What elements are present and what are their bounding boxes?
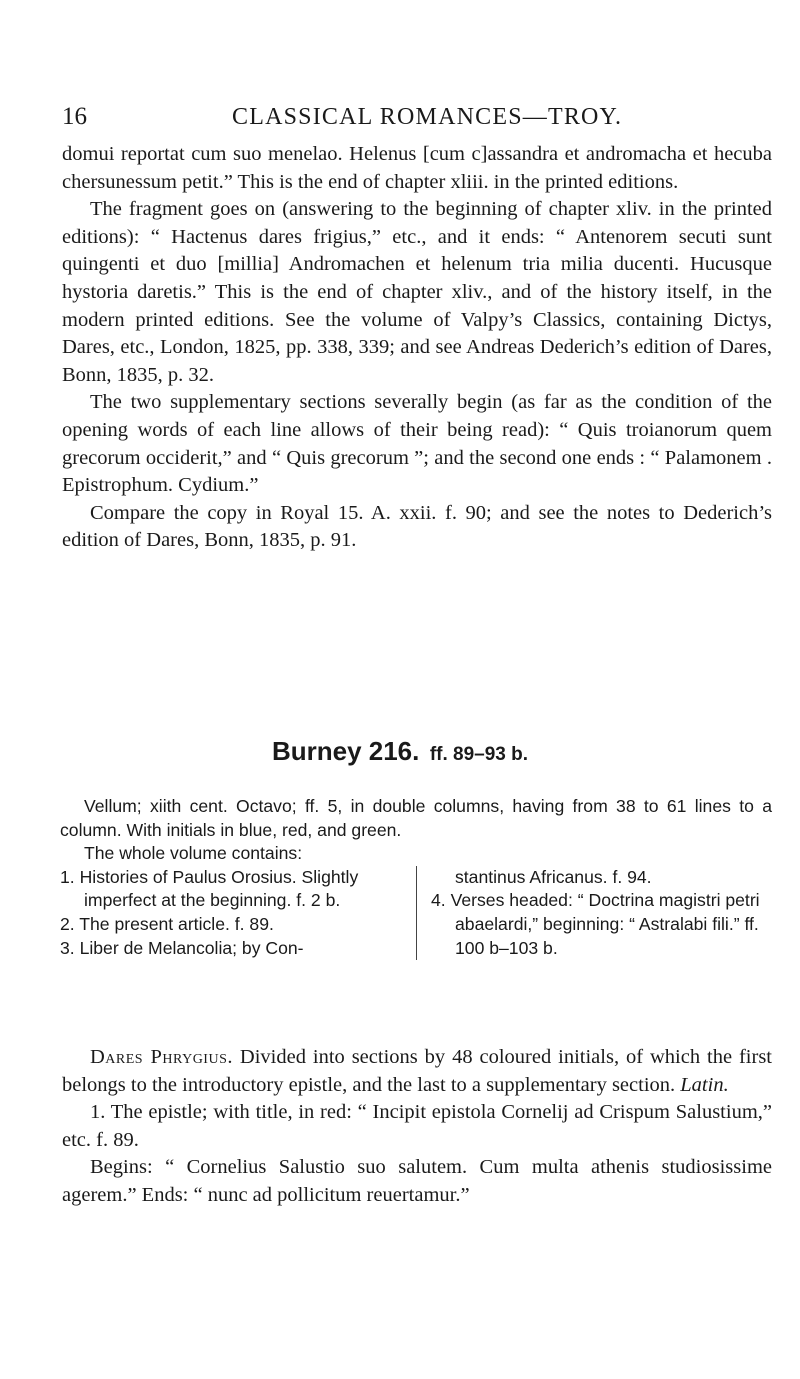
contents-intro: The whole volume contains: <box>84 843 303 864</box>
manuscript-shelfmark: Burney 216. <box>271 736 420 766</box>
language-label: Latin. <box>680 1073 729 1096</box>
article-heading: Dares Phrygius. <box>90 1046 233 1068</box>
contents-item: 1. Histories of Paulus Orosius. Slightly imperfect at the beginning. f. 2 b. <box>60 866 359 911</box>
entry-heading <box>0 736 800 767</box>
contents-item: 2. The present article. f. 89. <box>60 913 274 934</box>
contents-item-continuation: stantinus Africanus. f. 94. <box>455 866 652 887</box>
contents-item: 4. Verses headed: “ Doctrina magistri petri abaelardi,” beginning: “ Astralabi fili.” ff. 100 b–103 b. <box>431 890 760 958</box>
paragraph-continuation: domui reportat cum suo menelao. Helenus [cum c]assandra et andromacha et hecuba chersunessum petit.” This is the end of chapter xliii. in the printed editions. <box>62 143 772 193</box>
folio-range: ff. 89–93 b. <box>429 744 529 765</box>
paragraph-begins-ends: Begins: “ Cornelius Salustio suo salutem. Cum multa athenis studiosissime agerem.” Ends: “ nunc ad pollicitum reuertamur.” <box>62 1156 772 1206</box>
paragraph-fragment: The fragment goes on (answering to the beginning of chapter xliv. in the printed editions): “ Hactenus dares frigius,” etc., and it ends: “ Antenorem secuti sunt quingenti et duo [millia] Andromachen et helenum tria milia ducenti. Hucusque hystoria daretis.” This is the end of chapter xliv., and of the history itself, in the modern printed editions. See the volume of Valpy’s Classics, containing Dictys, Dares, etc., London, 1825, pp. 338, 339; and see Andreas Dederich’s edition of Dares, Bonn, 1835, p. 32. <box>62 198 772 386</box>
paragraph-dares-phrygius: Dares Phrygius. Divided into sections by 48 coloured initials, of which the first belongs to the introductory epistle, and the last to a supplementary section. Latin. <box>62 1046 772 1096</box>
physical-description: Vellum; xiith cent. Octavo; ff. 5, in double columns, having from 38 to 61 lines to a column. With initials in blue, red, and green. <box>60 796 772 840</box>
paragraph-epistle: 1. The epistle; with title, in red: “ Incipit epistola Cornelij ad Crispum Salustium,” etc. f. 89. <box>62 1101 772 1151</box>
page-number: 16 <box>62 103 87 130</box>
top-text-block <box>62 141 772 555</box>
bottom-text-block <box>62 1044 772 1210</box>
contents-item: 3. Liber de Melancolia; by Con- <box>60 937 304 958</box>
contents-columns <box>60 866 772 960</box>
contents-right-column <box>416 866 772 960</box>
paragraph-supplementary-sections: The two supplementary sections severally begin (as far as the condition of the opening words of each line allows of their being read): “ Quis troianorum quem grecorum occiderit,” and “ Quis grecorum ”; and the second one ends : “ Palamonem . Epistrophum. Cydium.” <box>62 391 772 497</box>
manuscript-description <box>60 795 772 960</box>
paragraph-compare: Compare the copy in Royal 15. A. xxii. f. 90; and see the notes to Dederich’s edition of Dares, Bonn, 1835, p. 91. <box>62 501 772 552</box>
contents-left-column <box>60 866 416 960</box>
running-title: CLASSICAL ROMANCES—TROY. <box>232 104 623 130</box>
